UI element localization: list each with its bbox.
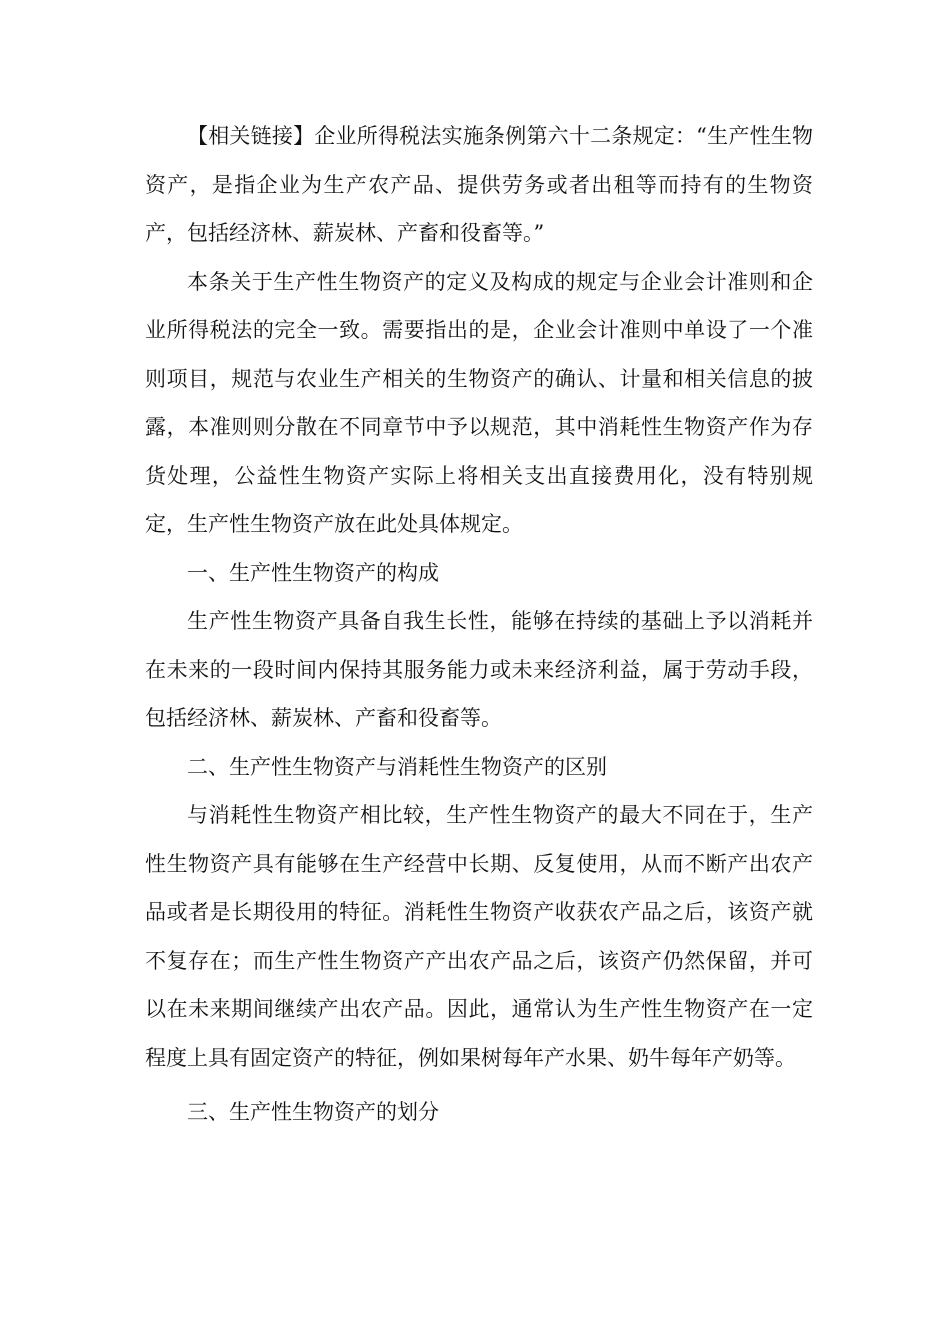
paragraph-definition-note: 本条关于生产性生物资产的定义及构成的规定与企业会计准则和企业所得税法的完全一致。需要指出的是，企业会计准则中单设了一个准则项目，规范与农业生产相关的生物资产的确认、计量和相关信息的披露，本准则则分散在不同章节中予以规范，其中消耗性生物资产作为存货处理，公益性生物资产实际上将相关支出直接费用化，没有特别规定，生产性生物资产放在此处具体规定。 (145, 269, 813, 536)
section-heading-classification: 三、生产性生物资产的划分 (187, 1100, 439, 1124)
section-heading-difference: 二、生产性生物资产与消耗性生物资产的区别 (187, 754, 607, 779)
paragraph-difference: 与消耗性生物资产相比较，生产性生物资产的最大不同在于，生产性生物资产具有能够在生产经营中长期、反复使用，从而不断产出农产品或者是长期役用的特征。消耗性生物资产收获农产品之后，该资产就不复存在；而生产性生物资产产出农产品之后，该资产仍然保留，并可以在未来期间继续产出农产品。因此，通常认为生产性生物资产在一定程度上具有固定资产的特征，例如果树每年产水果、奶牛每年产奶等。 (145, 803, 813, 1070)
document-body (145, 112, 813, 1137)
paragraph-composition: 生产性生物资产具备自我生长性，能够在持续的基础上予以消耗并在未来的一段时间内保持其服务能力或未来经济利益，属于劳动手段，包括经济林、薪炭林、产畜和役畜等。 (145, 609, 813, 730)
section-heading-composition: 一、生产性生物资产的构成 (187, 560, 439, 585)
paragraph-related-link: 【相关链接】企业所得税法实施条例第六十二条规定：“生产性生物资产，是指企业为生产农产品、提供劳务或者出租等而持有的生物资产，包括经济林、薪炭林、产畜和役畜等。” (145, 124, 813, 245)
